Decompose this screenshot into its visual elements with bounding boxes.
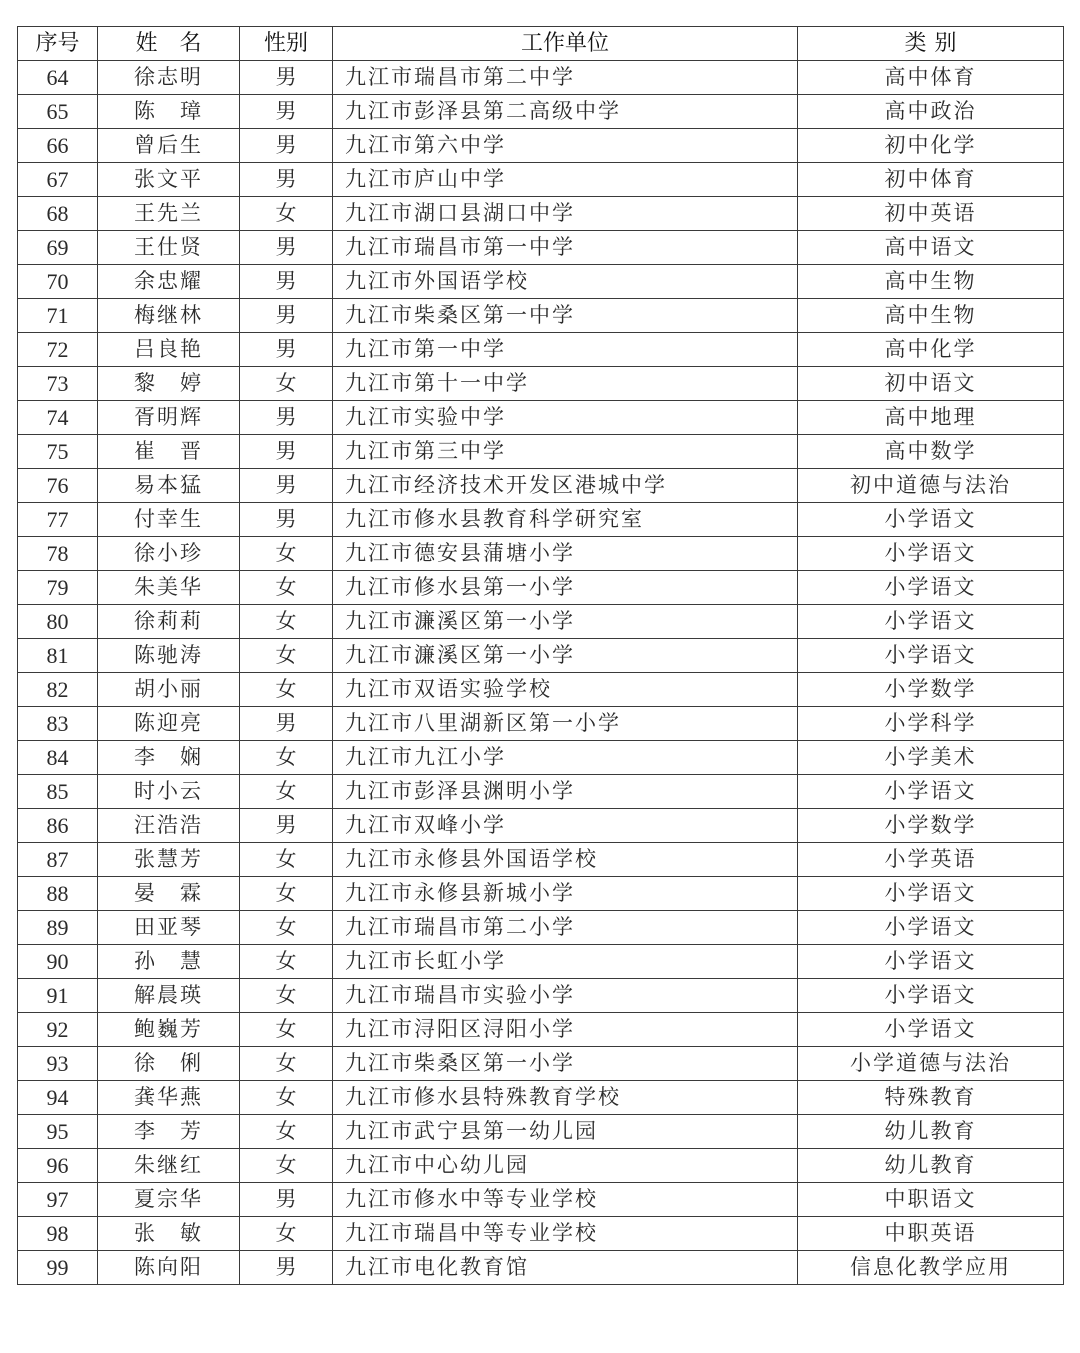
table-row bbox=[18, 469, 1064, 503]
header-gender: 性别 bbox=[240, 27, 333, 61]
table-row bbox=[18, 1217, 1064, 1251]
cell-no: 74 bbox=[18, 401, 98, 435]
cell-name: 朱美华 bbox=[98, 571, 240, 605]
table-row bbox=[18, 129, 1064, 163]
cell-unit: 九江市双峰小学 bbox=[333, 809, 798, 843]
cell-category: 初中化学 bbox=[798, 129, 1064, 163]
cell-gender: 男 bbox=[240, 163, 333, 197]
cell-no: 93 bbox=[18, 1047, 98, 1081]
cell-name: 晏 霖 bbox=[98, 877, 240, 911]
cell-unit: 九江市永修县新城小学 bbox=[333, 877, 798, 911]
cell-name: 王仕贤 bbox=[98, 231, 240, 265]
cell-category: 小学英语 bbox=[798, 843, 1064, 877]
table-row bbox=[18, 571, 1064, 605]
cell-gender: 男 bbox=[240, 809, 333, 843]
cell-category: 高中地理 bbox=[798, 401, 1064, 435]
table-row bbox=[18, 333, 1064, 367]
cell-name: 陈驰涛 bbox=[98, 639, 240, 673]
cell-category: 初中语文 bbox=[798, 367, 1064, 401]
cell-gender: 女 bbox=[240, 1217, 333, 1251]
cell-name: 吕良艳 bbox=[98, 333, 240, 367]
cell-no: 68 bbox=[18, 197, 98, 231]
cell-no: 87 bbox=[18, 843, 98, 877]
cell-gender: 女 bbox=[240, 911, 333, 945]
cell-no: 72 bbox=[18, 333, 98, 367]
cell-name: 徐 俐 bbox=[98, 1047, 240, 1081]
cell-unit: 九江市实验中学 bbox=[333, 401, 798, 435]
cell-unit: 九江市瑞昌市第二小学 bbox=[333, 911, 798, 945]
cell-no: 95 bbox=[18, 1115, 98, 1149]
header-unit: 工作单位 bbox=[333, 27, 798, 61]
cell-gender: 男 bbox=[240, 469, 333, 503]
table-row bbox=[18, 1013, 1064, 1047]
cell-gender: 女 bbox=[240, 537, 333, 571]
cell-name: 汪浩浩 bbox=[98, 809, 240, 843]
cell-unit: 九江市武宁县第一幼儿园 bbox=[333, 1115, 798, 1149]
table-row bbox=[18, 61, 1064, 95]
table-row bbox=[18, 299, 1064, 333]
cell-gender: 男 bbox=[240, 231, 333, 265]
cell-no: 90 bbox=[18, 945, 98, 979]
cell-category: 小学语文 bbox=[798, 639, 1064, 673]
cell-no: 81 bbox=[18, 639, 98, 673]
cell-unit: 九江市浔阳区浔阳小学 bbox=[333, 1013, 798, 1047]
table-row bbox=[18, 1149, 1064, 1183]
cell-unit: 九江市经济技术开发区港城中学 bbox=[333, 469, 798, 503]
cell-name: 夏宗华 bbox=[98, 1183, 240, 1217]
cell-gender: 女 bbox=[240, 877, 333, 911]
cell-no: 85 bbox=[18, 775, 98, 809]
cell-unit: 九江市柴桑区第一小学 bbox=[333, 1047, 798, 1081]
cell-category: 小学道德与法治 bbox=[798, 1047, 1064, 1081]
cell-name: 张文平 bbox=[98, 163, 240, 197]
table-row bbox=[18, 367, 1064, 401]
cell-unit: 九江市濂溪区第一小学 bbox=[333, 605, 798, 639]
cell-gender: 男 bbox=[240, 707, 333, 741]
table-row bbox=[18, 435, 1064, 469]
cell-name: 余忠耀 bbox=[98, 265, 240, 299]
cell-gender: 女 bbox=[240, 1115, 333, 1149]
cell-name: 黎 婷 bbox=[98, 367, 240, 401]
table-row bbox=[18, 639, 1064, 673]
cell-no: 77 bbox=[18, 503, 98, 537]
table-row bbox=[18, 843, 1064, 877]
cell-name: 朱继红 bbox=[98, 1149, 240, 1183]
cell-unit: 九江市第十一中学 bbox=[333, 367, 798, 401]
cell-no: 78 bbox=[18, 537, 98, 571]
table-row bbox=[18, 911, 1064, 945]
cell-no: 98 bbox=[18, 1217, 98, 1251]
cell-category: 信息化教学应用 bbox=[798, 1251, 1064, 1285]
cell-category: 小学美术 bbox=[798, 741, 1064, 775]
cell-gender: 男 bbox=[240, 435, 333, 469]
cell-unit: 九江市第三中学 bbox=[333, 435, 798, 469]
cell-unit: 九江市双语实验学校 bbox=[333, 673, 798, 707]
cell-category: 初中体育 bbox=[798, 163, 1064, 197]
table-row bbox=[18, 503, 1064, 537]
cell-name: 鲍巍芳 bbox=[98, 1013, 240, 1047]
header-category: 类别 bbox=[798, 27, 1064, 61]
cell-category: 幼儿教育 bbox=[798, 1115, 1064, 1149]
table-row bbox=[18, 775, 1064, 809]
cell-unit: 九江市瑞昌市实验小学 bbox=[333, 979, 798, 1013]
cell-category: 高中数学 bbox=[798, 435, 1064, 469]
cell-gender: 男 bbox=[240, 299, 333, 333]
table-row bbox=[18, 95, 1064, 129]
cell-gender: 女 bbox=[240, 197, 333, 231]
cell-name: 陈 璋 bbox=[98, 95, 240, 129]
cell-category: 高中体育 bbox=[798, 61, 1064, 95]
cell-unit: 九江市电化教育馆 bbox=[333, 1251, 798, 1285]
cell-category: 高中语文 bbox=[798, 231, 1064, 265]
cell-no: 66 bbox=[18, 129, 98, 163]
header-no: 序号 bbox=[18, 27, 98, 61]
cell-category: 高中化学 bbox=[798, 333, 1064, 367]
cell-category: 初中道德与法治 bbox=[798, 469, 1064, 503]
cell-name: 付幸生 bbox=[98, 503, 240, 537]
cell-no: 86 bbox=[18, 809, 98, 843]
cell-gender: 女 bbox=[240, 639, 333, 673]
cell-name: 孙 慧 bbox=[98, 945, 240, 979]
cell-name: 王先兰 bbox=[98, 197, 240, 231]
cell-category: 中职语文 bbox=[798, 1183, 1064, 1217]
cell-name: 陈迎亮 bbox=[98, 707, 240, 741]
table-row bbox=[18, 1183, 1064, 1217]
cell-category: 小学科学 bbox=[798, 707, 1064, 741]
cell-gender: 男 bbox=[240, 1183, 333, 1217]
cell-gender: 女 bbox=[240, 1047, 333, 1081]
cell-no: 83 bbox=[18, 707, 98, 741]
cell-no: 92 bbox=[18, 1013, 98, 1047]
header-row bbox=[18, 27, 1064, 61]
cell-gender: 女 bbox=[240, 1149, 333, 1183]
table-row bbox=[18, 537, 1064, 571]
cell-unit: 九江市湖口县湖口中学 bbox=[333, 197, 798, 231]
cell-unit: 九江市濂溪区第一小学 bbox=[333, 639, 798, 673]
cell-name: 易本猛 bbox=[98, 469, 240, 503]
table-row bbox=[18, 163, 1064, 197]
cell-name: 徐志明 bbox=[98, 61, 240, 95]
cell-name: 梅继林 bbox=[98, 299, 240, 333]
cell-no: 82 bbox=[18, 673, 98, 707]
cell-gender: 男 bbox=[240, 129, 333, 163]
cell-gender: 女 bbox=[240, 979, 333, 1013]
cell-category: 小学语文 bbox=[798, 979, 1064, 1013]
cell-category: 小学语文 bbox=[798, 1013, 1064, 1047]
cell-no: 84 bbox=[18, 741, 98, 775]
cell-category: 小学语文 bbox=[798, 945, 1064, 979]
cell-category: 小学语文 bbox=[798, 911, 1064, 945]
cell-gender: 女 bbox=[240, 1081, 333, 1115]
table-row bbox=[18, 707, 1064, 741]
cell-no: 64 bbox=[18, 61, 98, 95]
cell-category: 小学语文 bbox=[798, 775, 1064, 809]
cell-unit: 九江市长虹小学 bbox=[333, 945, 798, 979]
cell-gender: 女 bbox=[240, 1013, 333, 1047]
cell-category: 小学语文 bbox=[798, 503, 1064, 537]
cell-no: 91 bbox=[18, 979, 98, 1013]
table-row bbox=[18, 231, 1064, 265]
table-row bbox=[18, 979, 1064, 1013]
cell-category: 初中英语 bbox=[798, 197, 1064, 231]
roster-table-container bbox=[17, 26, 1063, 1285]
cell-no: 94 bbox=[18, 1081, 98, 1115]
cell-name: 李 娴 bbox=[98, 741, 240, 775]
cell-gender: 女 bbox=[240, 605, 333, 639]
cell-unit: 九江市彭泽县第二高级中学 bbox=[333, 95, 798, 129]
cell-name: 徐小珍 bbox=[98, 537, 240, 571]
cell-gender: 男 bbox=[240, 503, 333, 537]
table-body bbox=[18, 61, 1064, 1285]
cell-category: 小学数学 bbox=[798, 673, 1064, 707]
cell-unit: 九江市瑞昌中等专业学校 bbox=[333, 1217, 798, 1251]
table-row bbox=[18, 1251, 1064, 1285]
cell-name: 龚华燕 bbox=[98, 1081, 240, 1115]
cell-gender: 男 bbox=[240, 61, 333, 95]
cell-category: 中职英语 bbox=[798, 1217, 1064, 1251]
cell-unit: 九江市八里湖新区第一小学 bbox=[333, 707, 798, 741]
cell-name: 陈向阳 bbox=[98, 1251, 240, 1285]
cell-unit: 九江市修水中等专业学校 bbox=[333, 1183, 798, 1217]
cell-unit: 九江市柴桑区第一中学 bbox=[333, 299, 798, 333]
table-row bbox=[18, 673, 1064, 707]
cell-gender: 女 bbox=[240, 673, 333, 707]
cell-unit: 九江市彭泽县渊明小学 bbox=[333, 775, 798, 809]
cell-category: 小学数学 bbox=[798, 809, 1064, 843]
cell-no: 88 bbox=[18, 877, 98, 911]
cell-no: 70 bbox=[18, 265, 98, 299]
cell-no: 96 bbox=[18, 1149, 98, 1183]
cell-category: 高中政治 bbox=[798, 95, 1064, 129]
cell-name: 时小云 bbox=[98, 775, 240, 809]
cell-no: 69 bbox=[18, 231, 98, 265]
cell-unit: 九江市瑞昌市第二中学 bbox=[333, 61, 798, 95]
cell-unit: 九江市第六中学 bbox=[333, 129, 798, 163]
cell-unit: 九江市第一中学 bbox=[333, 333, 798, 367]
cell-name: 田亚琴 bbox=[98, 911, 240, 945]
cell-gender: 女 bbox=[240, 741, 333, 775]
cell-gender: 男 bbox=[240, 401, 333, 435]
cell-name: 解晨瑛 bbox=[98, 979, 240, 1013]
table-row bbox=[18, 809, 1064, 843]
cell-no: 75 bbox=[18, 435, 98, 469]
cell-name: 胡小丽 bbox=[98, 673, 240, 707]
cell-no: 67 bbox=[18, 163, 98, 197]
cell-unit: 九江市庐山中学 bbox=[333, 163, 798, 197]
cell-no: 73 bbox=[18, 367, 98, 401]
cell-category: 小学语文 bbox=[798, 571, 1064, 605]
cell-no: 79 bbox=[18, 571, 98, 605]
cell-no: 97 bbox=[18, 1183, 98, 1217]
cell-no: 99 bbox=[18, 1251, 98, 1285]
cell-category: 高中生物 bbox=[798, 299, 1064, 333]
cell-gender: 男 bbox=[240, 265, 333, 299]
cell-category: 小学语文 bbox=[798, 877, 1064, 911]
cell-gender: 女 bbox=[240, 843, 333, 877]
table-row bbox=[18, 877, 1064, 911]
cell-unit: 九江市修水县特殊教育学校 bbox=[333, 1081, 798, 1115]
cell-no: 65 bbox=[18, 95, 98, 129]
table-row bbox=[18, 401, 1064, 435]
cell-unit: 九江市外国语学校 bbox=[333, 265, 798, 299]
cell-no: 76 bbox=[18, 469, 98, 503]
cell-unit: 九江市德安县蒲塘小学 bbox=[333, 537, 798, 571]
cell-category: 小学语文 bbox=[798, 537, 1064, 571]
header-name: 姓名 bbox=[98, 27, 240, 61]
cell-category: 特殊教育 bbox=[798, 1081, 1064, 1115]
cell-gender: 女 bbox=[240, 775, 333, 809]
table-row bbox=[18, 1047, 1064, 1081]
table-row bbox=[18, 1115, 1064, 1149]
cell-gender: 女 bbox=[240, 945, 333, 979]
table-row bbox=[18, 1081, 1064, 1115]
cell-unit: 九江市瑞昌市第一中学 bbox=[333, 231, 798, 265]
cell-unit: 九江市永修县外国语学校 bbox=[333, 843, 798, 877]
cell-unit: 九江市修水县教育科学研究室 bbox=[333, 503, 798, 537]
cell-unit: 九江市中心幼儿园 bbox=[333, 1149, 798, 1183]
cell-name: 张 敏 bbox=[98, 1217, 240, 1251]
cell-gender: 男 bbox=[240, 333, 333, 367]
table-row bbox=[18, 945, 1064, 979]
table-row bbox=[18, 197, 1064, 231]
cell-gender: 女 bbox=[240, 367, 333, 401]
cell-gender: 女 bbox=[240, 571, 333, 605]
cell-name: 曾后生 bbox=[98, 129, 240, 163]
cell-name: 崔 晋 bbox=[98, 435, 240, 469]
cell-gender: 男 bbox=[240, 95, 333, 129]
table-row bbox=[18, 741, 1064, 775]
cell-no: 71 bbox=[18, 299, 98, 333]
cell-name: 胥明辉 bbox=[98, 401, 240, 435]
cell-category: 幼儿教育 bbox=[798, 1149, 1064, 1183]
cell-unit: 九江市九江小学 bbox=[333, 741, 798, 775]
cell-category: 小学语文 bbox=[798, 605, 1064, 639]
cell-no: 80 bbox=[18, 605, 98, 639]
cell-category: 高中生物 bbox=[798, 265, 1064, 299]
cell-no: 89 bbox=[18, 911, 98, 945]
cell-gender: 男 bbox=[240, 1251, 333, 1285]
teacher-roster-table bbox=[17, 26, 1064, 1285]
cell-name: 张慧芳 bbox=[98, 843, 240, 877]
cell-name: 徐莉莉 bbox=[98, 605, 240, 639]
cell-unit: 九江市修水县第一小学 bbox=[333, 571, 798, 605]
table-row bbox=[18, 265, 1064, 299]
table-header bbox=[18, 27, 1064, 61]
cell-name: 李 芳 bbox=[98, 1115, 240, 1149]
table-row bbox=[18, 605, 1064, 639]
